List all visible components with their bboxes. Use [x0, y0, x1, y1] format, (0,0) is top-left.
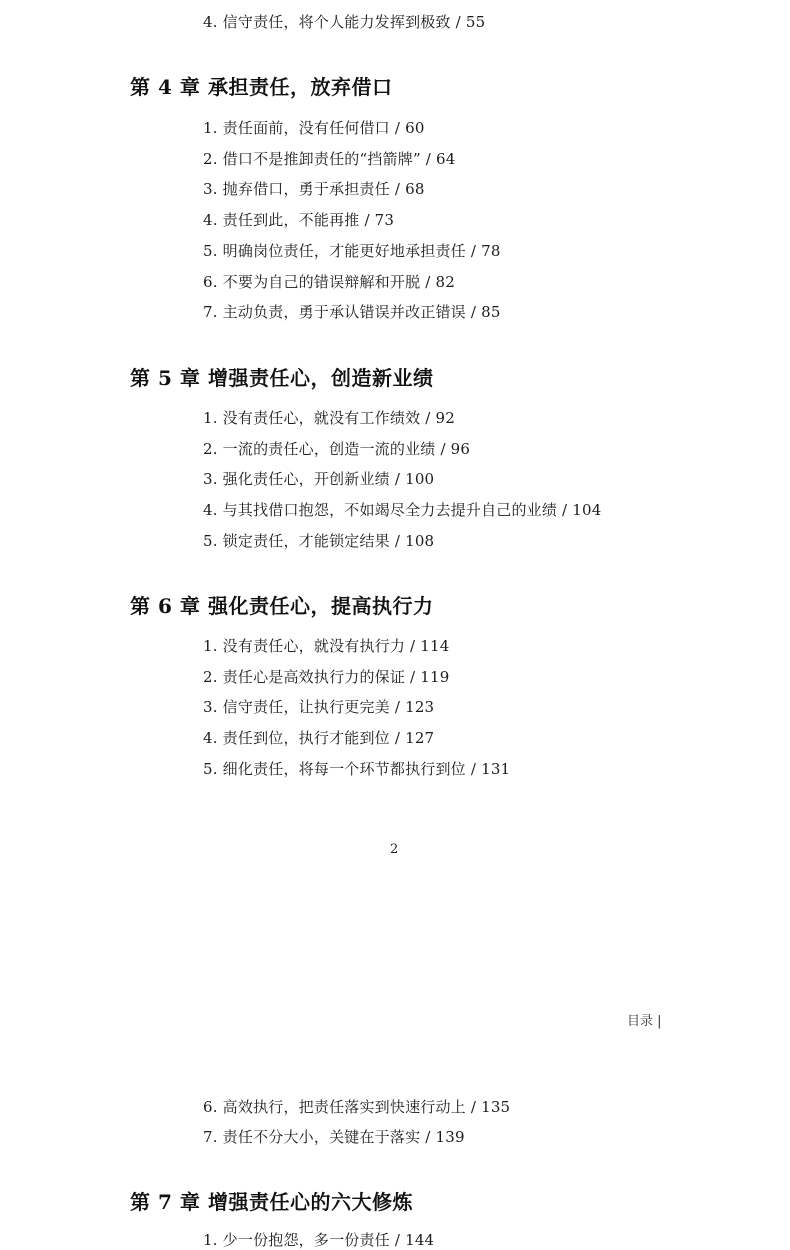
running-head: 目录 | — [627, 1014, 662, 1029]
chapter-title: 增强责任心的六大修炼 — [208, 1190, 413, 1214]
chapter-heading — [130, 362, 434, 391]
chapter-heading — [130, 1186, 413, 1215]
chapter-number: 第 6 章 — [130, 594, 201, 618]
toc-entry: 5. 锁定责任，才能锁定结果 / 108 — [203, 532, 435, 550]
toc-entry: 1. 没有责任心，就没有工作绩效 / 92 — [203, 409, 455, 427]
toc-entry: 1. 少一份抱怨，多一份责任 / 144 — [203, 1231, 435, 1249]
chapter-number: 第 4 章 — [130, 75, 201, 99]
chapter-number: 第 7 章 — [130, 1190, 201, 1214]
toc-entry: 6. 不要为自己的错误辩解和开脱 / 82 — [203, 273, 455, 291]
toc-entry: 7. 责任不分大小，关键在于落实 / 139 — [203, 1128, 465, 1146]
toc-entry: 1. 没有责任心，就没有执行力 / 114 — [203, 637, 450, 655]
chapter-number: 第 5 章 — [130, 366, 201, 390]
chapter-heading — [130, 590, 434, 619]
toc-entry: 4. 责任到此，不能再推 / 73 — [203, 211, 395, 229]
toc-entry: 2. 一流的责任心，创造一流的业绩 / 96 — [203, 440, 471, 458]
toc-entry: 3. 强化责任心，开创新业绩 / 100 — [203, 470, 435, 488]
toc-entry: 3. 抛弃借口，勇于承担责任 / 68 — [203, 180, 425, 198]
toc-entry: 4. 信守责任，将个人能力发挥到极致 / 55 — [203, 13, 486, 31]
page-number: 2 — [390, 842, 399, 857]
chapter-title: 承担责任，放弃借口 — [208, 75, 393, 99]
toc-entry: 5. 细化责任，将每一个环节都执行到位 / 131 — [203, 760, 511, 778]
toc-entry: 5. 明确岗位责任，才能更好地承担责任 / 78 — [203, 242, 501, 260]
chapter-heading — [130, 71, 393, 100]
toc-entry: 3. 信守责任，让执行更完美 / 123 — [203, 698, 435, 716]
chapter-title: 增强责任心，创造新业绩 — [208, 366, 434, 390]
toc-entry: 4. 与其找借口抱怨，不如竭尽全力去提升自己的业绩 / 104 — [203, 501, 602, 519]
toc-entry: 2. 借口不是推卸责任的“挡箭牌” / 64 — [203, 150, 456, 168]
toc-entry: 7. 主动负责，勇于承认错误并改正错误 / 85 — [203, 303, 501, 321]
toc-entry: 1. 责任面前，没有任何借口 / 60 — [203, 119, 425, 137]
toc-entry: 2. 责任心是高效执行力的保证 / 119 — [203, 668, 450, 686]
toc-entry: 4. 责任到位，执行才能到位 / 127 — [203, 729, 435, 747]
chapter-title: 强化责任心，提高执行力 — [208, 594, 434, 618]
toc-entry: 6. 高效执行，把责任落实到快速行动上 / 135 — [203, 1098, 511, 1116]
